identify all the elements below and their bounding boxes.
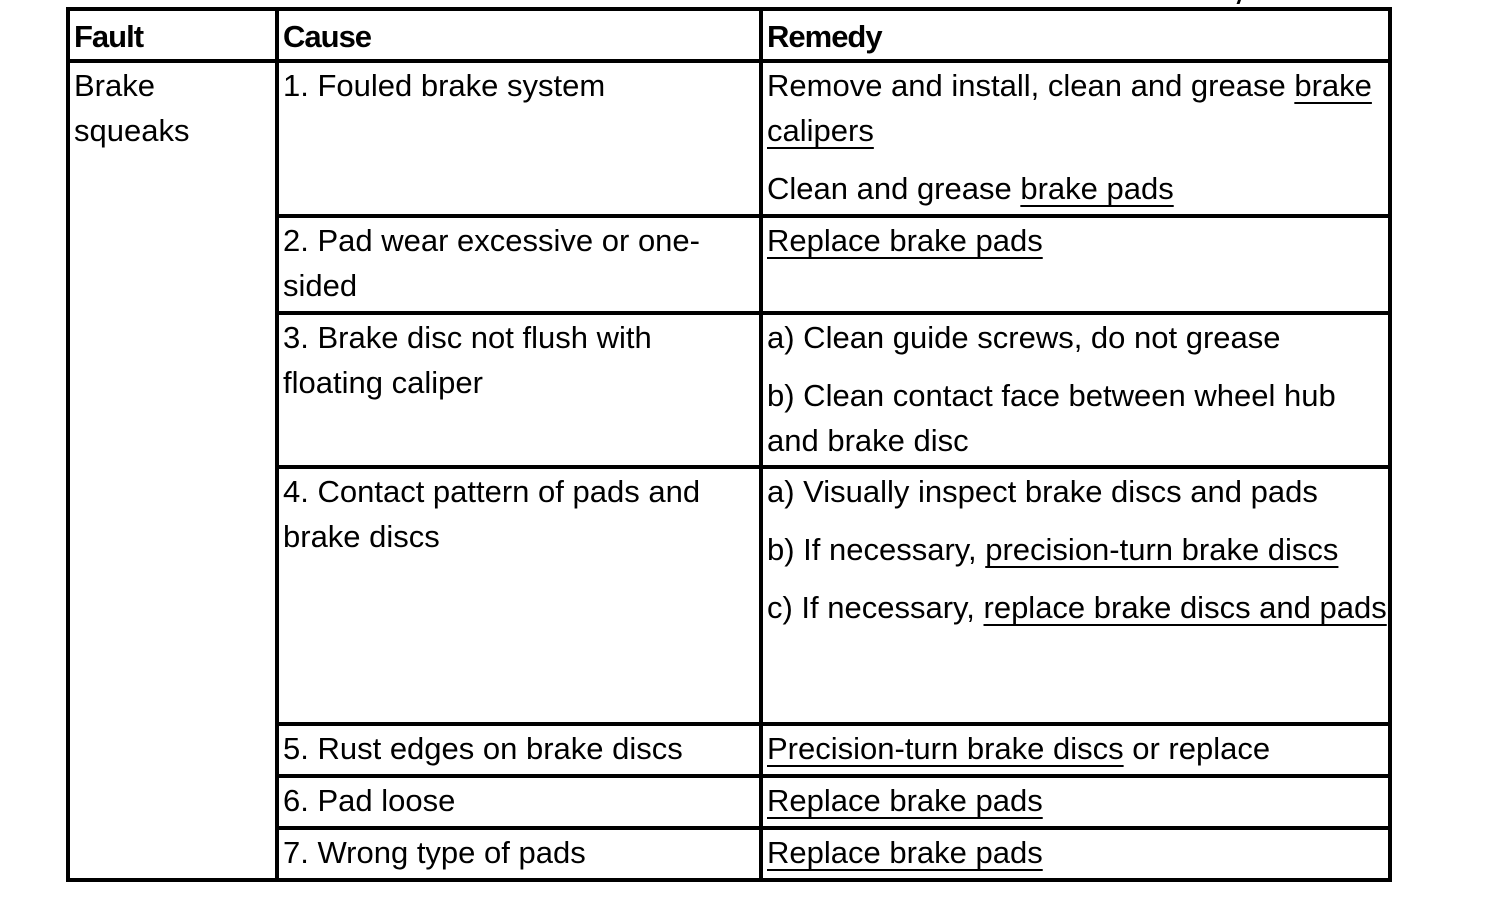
remedy-line: a) Clean guide screws, do not grease xyxy=(767,320,1281,355)
remedy-cell xyxy=(761,724,1390,776)
remedy-text: Remove and install, clean and grease xyxy=(767,68,1295,103)
remedy-line: b) Clean contact face between wheel hub and brake disc xyxy=(767,378,1336,458)
remedy-link[interactable]: brake calipers xyxy=(767,68,1372,148)
remedy-link[interactable]: Replace brake pads xyxy=(767,783,1043,818)
header-fault: Fault xyxy=(68,9,277,61)
header-remedy: Remedy xyxy=(761,9,1390,61)
fault-cell: Brake squeaks xyxy=(68,61,277,880)
remedy-cell xyxy=(761,467,1390,724)
cause-cell: 6. Pad loose xyxy=(277,776,761,828)
remedy-cell xyxy=(761,313,1390,467)
cause-cell: 3. Brake disc not flush with floating caliper xyxy=(277,313,761,467)
cropped-text-fragment xyxy=(1215,0,1243,4)
cause-cell: 7. Wrong type of pads xyxy=(277,828,761,880)
table-row xyxy=(68,61,1390,216)
remedy-link[interactable]: Replace brake pads xyxy=(767,835,1043,870)
remedy-link[interactable]: Precision-turn brake discs xyxy=(767,731,1124,766)
fault-diagnosis-table xyxy=(66,7,1392,882)
remedy-cell xyxy=(761,216,1390,313)
remedy-text: Clean and grease xyxy=(767,171,1021,206)
remedy-line xyxy=(767,527,1388,572)
cause-cell: 1. Fouled brake system xyxy=(277,61,761,216)
remedy-line xyxy=(767,218,1388,263)
remedy-link[interactable]: precision-turn brake discs xyxy=(985,532,1339,567)
cause-cell: 5. Rust edges on brake discs xyxy=(277,724,761,776)
remedy-text: or replace xyxy=(1123,731,1271,766)
remedy-line: a) Visually inspect brake discs and pads xyxy=(767,474,1318,509)
header-row xyxy=(68,9,1390,61)
remedy-link[interactable]: brake pads xyxy=(1020,171,1174,206)
remedy-text: c) If necessary, xyxy=(767,590,984,625)
remedy-line xyxy=(767,726,1388,771)
remedy-line xyxy=(767,63,1388,153)
remedy-text: b) If necessary, xyxy=(767,532,986,567)
remedy-line xyxy=(767,778,1388,823)
remedy-cell xyxy=(761,776,1390,828)
remedy-cell xyxy=(761,61,1390,216)
remedy-line xyxy=(767,830,1388,875)
header-cause: Cause xyxy=(277,9,761,61)
remedy-link[interactable]: replace brake discs and pads xyxy=(983,590,1387,625)
remedy-line xyxy=(767,166,1388,211)
remedy-line xyxy=(767,585,1388,630)
remedy-cell xyxy=(761,828,1390,880)
remedy-link[interactable]: Replace brake pads xyxy=(767,223,1043,258)
cause-cell: 4. Contact pattern of pads and brake discs xyxy=(277,467,761,724)
cause-cell: 2. Pad wear excessive or one-sided xyxy=(277,216,761,313)
